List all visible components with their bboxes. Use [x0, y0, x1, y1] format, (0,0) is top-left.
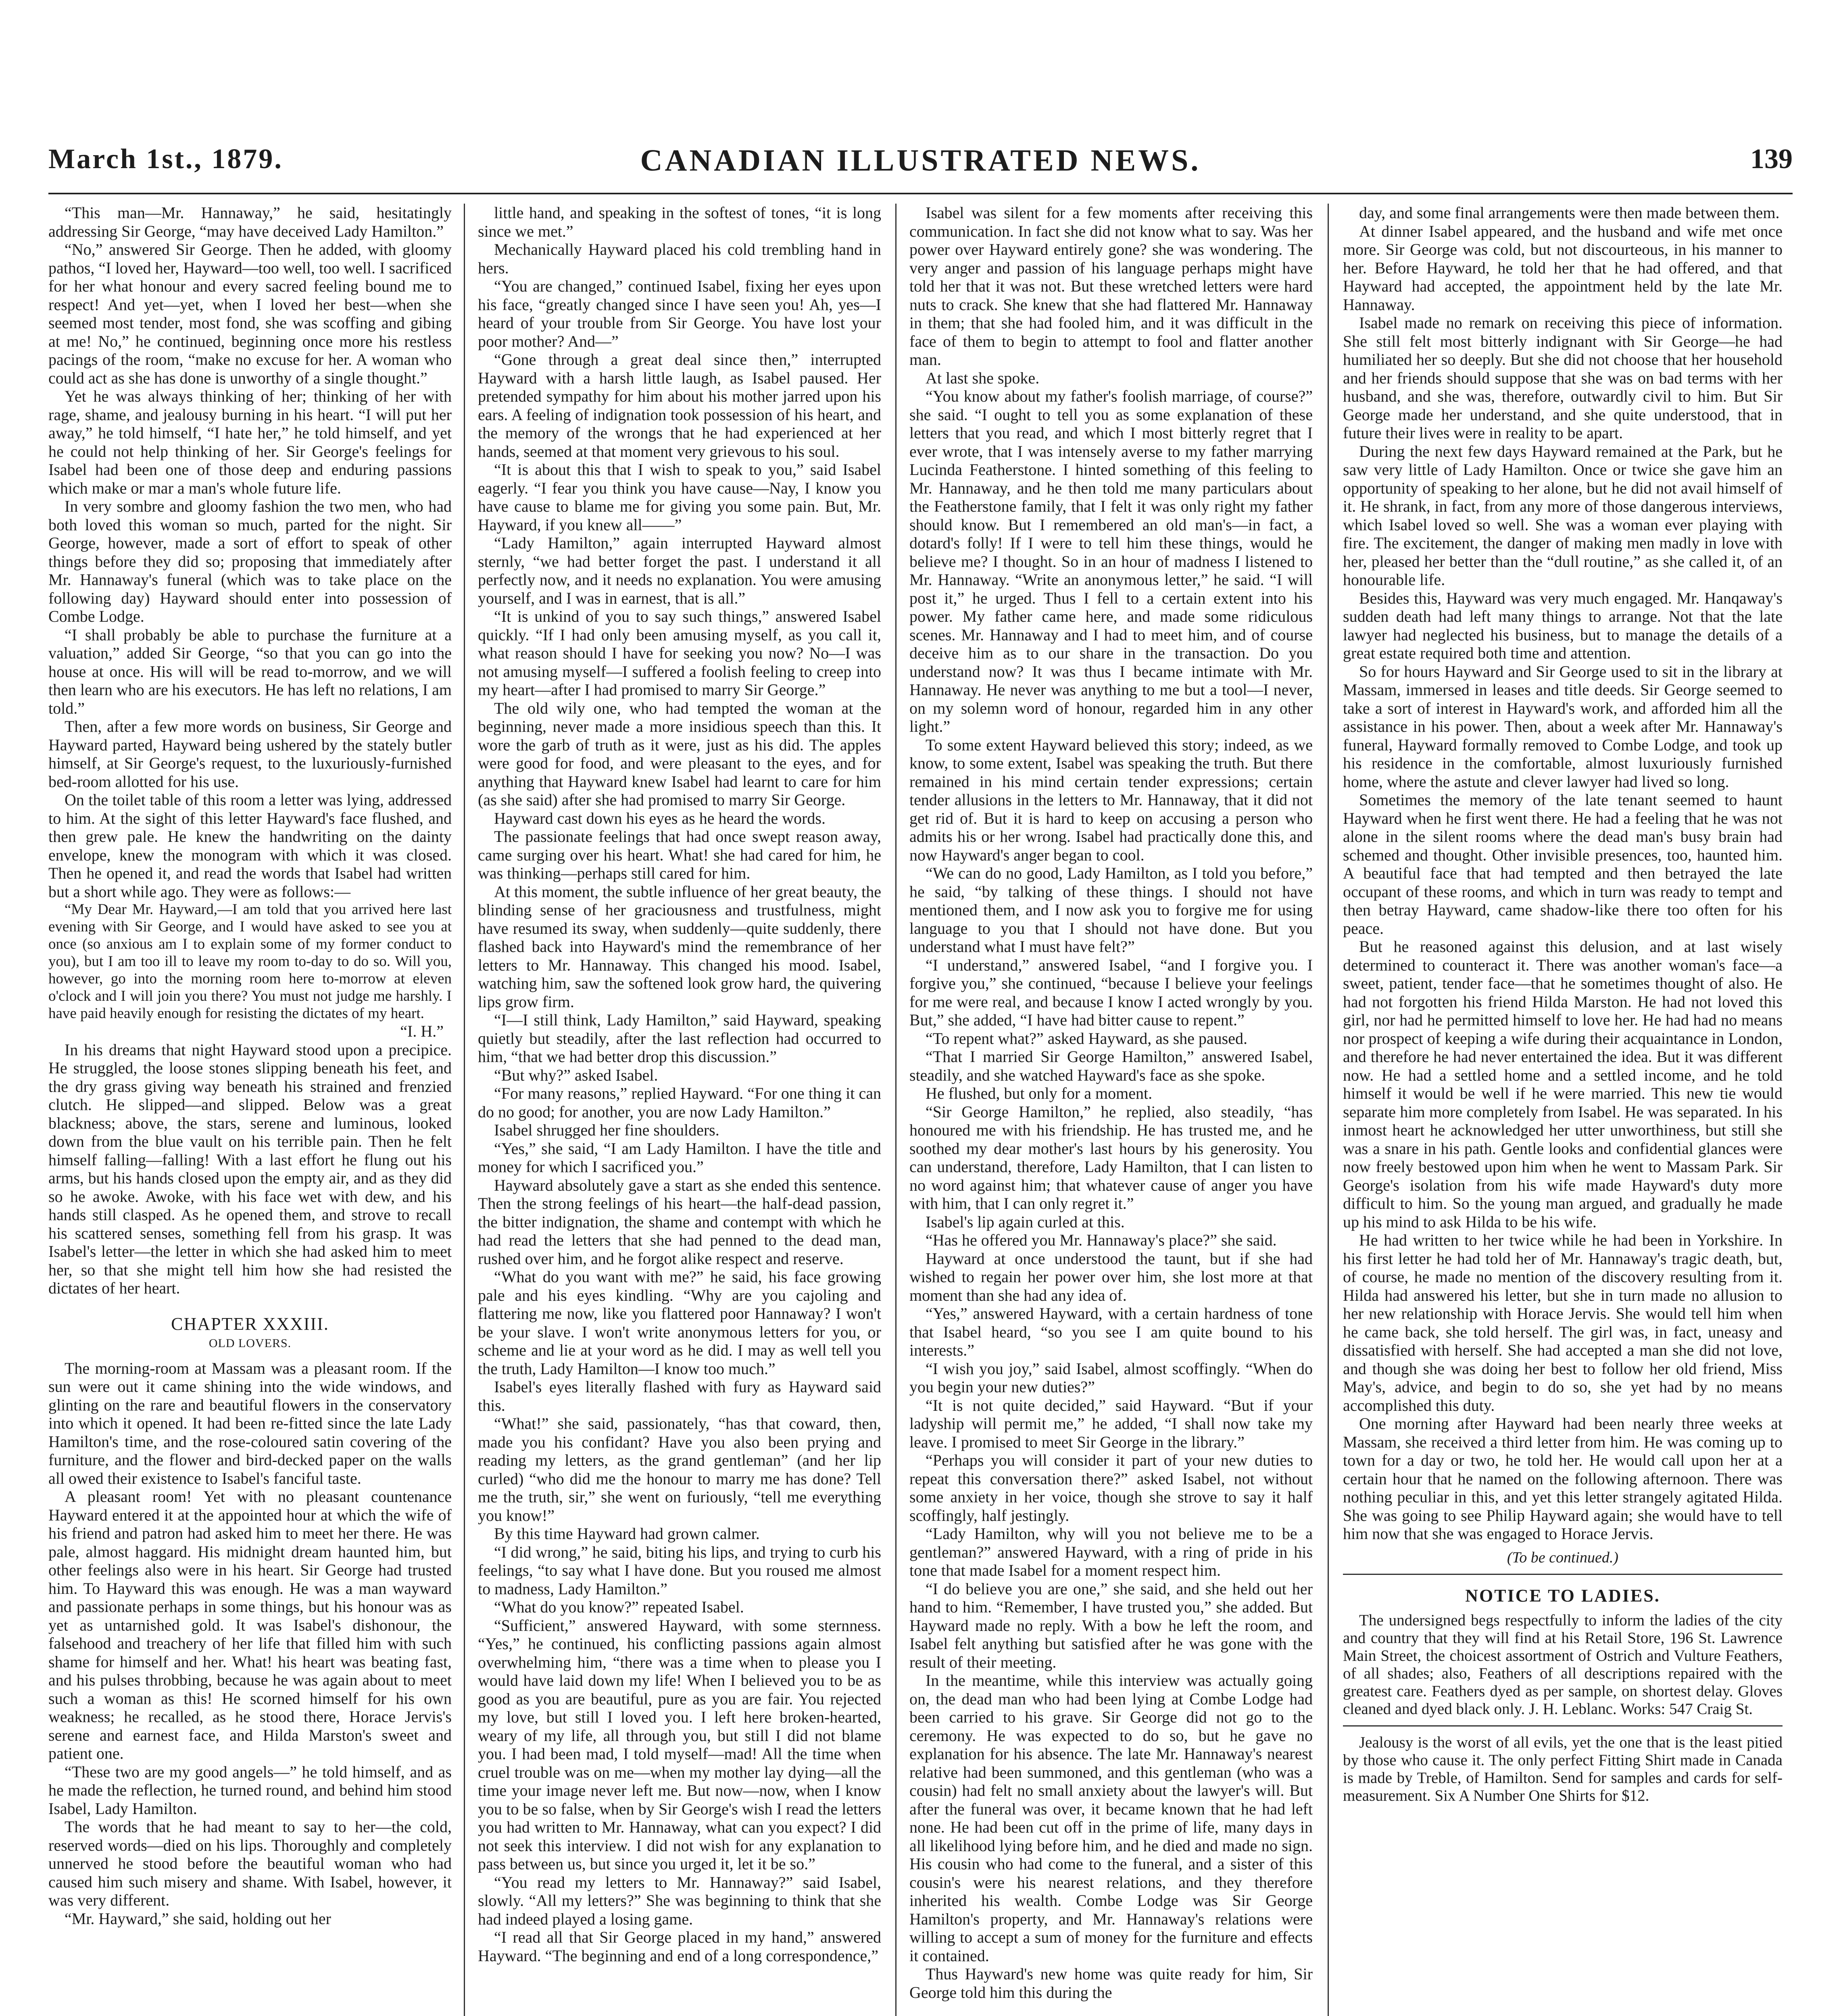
paragraph: “I understand,” answered Isabel, “and I forgive you. I forgive you,” she continued, “because I believe your feelings for me were real, and because I know I acted wrongly by you. But,” she added, “I have had bitter cause to repent.”	[909, 956, 1313, 1029]
paragraph: “It is not quite decided,” said Hayward. “But if your ladyship will permit me,” he added, “I shall now take my leave. I promised to meet Sir George in the library.”	[909, 1396, 1313, 1451]
paragraph: “It is about this that I wish to speak to you,” said Isabel eagerly. “I fear you think you have cause—Nay, I know you have cause to blame me for giving you some pain. But, Mr. Hayward, if you knew all——”	[478, 460, 881, 534]
paragraph: The old wily one, who had tempted the woman at the beginning, never made a more insidious speech than this. It wore the garb of truth as it were, just as his did. The apples were good for food, and were pleasant to the eyes, and for anything that Hayward knew Isabel had learnt to care for him (as she said) after she had promised to marry Sir George.	[478, 699, 881, 809]
chapter-subtitle: OLD LOVERS.	[208, 1336, 292, 1350]
paragraph: “Mr. Hayward,” she said, holding out her	[65, 1909, 331, 1928]
paragraph: In his dreams that night Hayward stood upon a precipice. He struggled, the loose stones slipping beneath his feet, and the dry grass giving way beneath his strained and frenzied clutch. He slipped—and slipped. Below was a great blackness; above, the stars, serene and luminous, looked down from the blue vault on his terrible pain. Then he felt himself falling—falling! With a last effort he flung out his arms, but his hands closed upon the empty air, and as they did so he awoke. Awoke, with his face wet with dew, and his hands still clasped. As he opened them, and strove to recall his scattered senses, something fell from his grasp. It was Isabel's letter—the letter in which she had asked him to meet her, so that she might tell him how she had resisted the dictates of her heart.	[48, 1040, 452, 1297]
paragraph: At last she spoke.	[926, 369, 1040, 387]
paragraph: “Lady Hamilton, why will you not believe me to be a gentleman?” answered Hayward, with a ring of pride in his tone that made Isabel for a moment respect him.	[909, 1524, 1313, 1579]
paragraph: Hayward cast down his eyes as he heard the words.	[494, 809, 826, 827]
paragraph: The words that he had meant to say to her—the cold, reserved words—died on his lips. Thoroughly and completely unnerved he stood before the beautiful woman who had caused him such misery and shame. With Isabel, however, it was very different.	[48, 1818, 452, 1909]
paragraph: “I do believe you are one,” she said, and she held out her hand to him. “Remember, I have trusted you,” she added. But Hayward made no reply. With a bow he left the room, and Isabel felt anything but satisfied after he was gone with the result of their meeting.	[909, 1579, 1313, 1671]
paragraph: “To repent what?” asked Hayward, as she paused.	[926, 1029, 1247, 1048]
column-3	[909, 204, 1313, 2016]
paragraph: In the meantime, while this interview was actually going on, the dead man who had been lying at Combe Lodge had been carried to his grave. Sir George did not go to the ceremony. He was expected to do so, but he gave no explanation for his absence. The late Mr. Hannaway's nearest relative had been summoned, and this gentleman (who was a cousin) had felt no small anxiety about the lawyer's will. But after the funeral was over, it became known that he had left none. He had been cut off in the prime of life, many days in all likelihood lying before him, and he died and made no sign. His cousin who had come to the funeral, and a sister of this cousin's were his nearest relations, and they therefore inherited his wealth. Combe Lodge was Sir George Hamilton's property, and Mr. Hannaway's relations were willing to accept a sum of money for the furniture and effects it contained.	[909, 1671, 1313, 1965]
paragraph: “What do you want with me?” he said, his face growing pale and his eyes kindling. “Why are you cajoling and flattering me now, like you flattered poor Hannaway? I won't be your slave. I won't write anonymous letters for you, or scheme and lie at your word as he did. I may as well tell you the truth, Lady Hamilton—I know too much.”	[478, 1268, 881, 1378]
column-divider	[895, 204, 897, 2016]
paragraph: “Yes,” she said, “I am Lady Hamilton. I have the title and money for which I sacrificed you.”	[478, 1139, 881, 1176]
paragraph: He had written to her twice while he had been in Yorkshire. In his first letter he had told her of Mr. Hannaway's tragic death, but, of course, he made no mention of the discovery resulting from it. Hilda had answered his letter, but she in turn made no allusion to her new relationship with Horace Jervis. She would tell him when he came back, she told herself. The girl was, in fact, uneasy and dissatisfied with herself. She had accepted a man she did not love, and though she was doing her best to follow her old friend, Miss May's, advice, and begin to do so, she yet had by no means accomplished this duty.	[1343, 1231, 1783, 1414]
paragraph: “Sir George Hamilton,” he replied, also steadily, “has honoured me with his friendship. He has trusted me, and he soothed my dear mother's last hours by his generosity. You can understand, therefore, Lady Hamilton, that I can listen to no word against him; that whatever cause of anger you have with him, that I can only regret it.”	[909, 1102, 1313, 1212]
paragraph: Isabel made no remark on receiving this piece of information. She still felt most bitterly indignant with Sir George—he had humiliated her so deeply. But she did not choose that her household and her friends should suppose that she was on bad terms with her husband, and she was, therefore, outwardly civil to him. But Sir George made her understand, and she quite understood, that in future their lives were in reality to be apart.	[1343, 314, 1783, 442]
paragraph: “For many reasons,” replied Hayward. “For one thing it can do no good; for another, you are now Lady Hamilton.”	[478, 1084, 881, 1121]
paragraph: “Has he offered you Mr. Hannaway's place?” she said.	[926, 1231, 1277, 1249]
paragraph: “It is unkind of you to say such things,” answered Isabel quickly. “If I had only been amusing myself, as you call it, what reason should I have for seeking you now? No—I was not amusing myself—I suffered a foolish feeling to creep into my heart—after I had promised to marry Sir George.”	[478, 607, 881, 699]
paragraph: In very sombre and gloomy fashion the two men, who had both loved this woman so much, parted for the night. Sir George, however, made a sort of effort to speak of other things before they did so; proposing that immediately after Mr. Hannaway's funeral (which was to take place on the following day) Hayward should enter into possession of Combe Lodge.	[48, 497, 452, 625]
chapter-heading: CHAPTER XXXIII.	[171, 1314, 329, 1334]
paragraph: Isabel shrugged her fine shoulders.	[494, 1121, 719, 1139]
paragraph: “You know about my father's foolish marriage, of course?” she said. “I ought to tell you as some explanation of these letters that you read, and which I most bitterly regret that I ever wrote, that I was intensely averse to my father marrying Lucinda Featherstone. I hinted something of this feeling to Mr. Hannaway, and he then told me many particulars about the Featherstone family, that I felt it was only right my father should know. But I remembered an old man's—in fact, a dotard's folly! If I were to tell him these things, would he believe me? I thought. So in an hour of madness I listened to Mr. Hannaway. “Write an anonymous letter,” he said. “I will post it,” he urged. Thus I fell to a certain extent into his power. My father came here, and made some ridiculous scenes. Mr. Hannaway and I had to meet him, and of course deceive him as to our share in the transaction. Do you understand now? It was thus I became intimate with Mr. Hannaway. He never was anything to me but a tool—I never, on my solemn word of honour, regarded him in any other light.”	[909, 387, 1313, 735]
paragraph: Besides this, Hayward was very much engaged. Mr. Hanqaway's sudden death had left many things to arrange. Not that the late lawyer had neglected his business, but to manage the details of a great estate required both time and attention.	[1343, 589, 1783, 662]
paragraph: “I—I still think, Lady Hamilton,” said Hayward, speaking quietly but steadily, after the last reflection had occurred to him, “that we had better drop this discussion.”	[478, 1011, 881, 1066]
section-divider	[1343, 1725, 1783, 1727]
publication-title: CANADIAN ILLUSTRATED NEWS.	[640, 144, 1201, 177]
paragraph: The passionate feelings that had once swept reason away, came surging over his heart. What! she had cared for him, he was thinking—perhaps still cared for him.	[478, 827, 881, 882]
paragraph: “I wish you joy,” said Isabel, almost scoffingly. “When do you begin your new duties?”	[909, 1359, 1313, 1396]
paragraph: But he reasoned against this delusion, and at last wisely determined to counteract it. There was another woman's face—a sweet, patient, tender face—that he sometimes thought of also. He had not forgotten his friend Hilda Marston. He had not loved this girl, nor had he permitted himself to love her. He had had no means nor prospect of keeping a wife during their acquaintance in London, and therefore he had never entertained the idea. But it was different now. He had a settled home and a settled income, and he told himself it would be well if he were married. This new tie would separate him more completely from Isabel. He was separated. In his inmost heart he acknowledged her utter unworthiness, but still she was a snare in his path. Gentle looks and confidential glances were now freely bestowed upon him when he went to Massam Park. Sir George's isolation from his wife made Hayward's duty more difficult to him. So the young man argued, and gradually he made up his mind to ask Hilda to be his wife.	[1343, 937, 1783, 1231]
paragraph: “We can do no good, Lady Hamilton, as I told you before,” he said, “by talking of these things. I should not have mentioned them, and I now ask you to forgive me for using language to you that I should not have done. But you understand what I must have felt?”	[909, 864, 1313, 956]
paragraph: The morning-room at Massam was a pleasant room. If the sun were out it came shining into the wide windows, and glinting on the rare and beautiful flowers in the conservatory into which it opened. It had been re-fitted since the late Lady Hamilton's time, and the rose-coloured satin covering of the furniture, and the flower and bird-decked paper on the walls all owed their existence to Isabel's fanciful taste.	[48, 1359, 452, 1487]
masthead-rule	[48, 193, 1793, 194]
paragraph: “This man—Mr. Hannaway,” he said, hesitatingly addressing Sir George, “may have deceived Lady Hamilton.”	[48, 204, 452, 240]
column-2	[478, 204, 881, 2016]
paragraph: At dinner Isabel appeared, and the husband and wife met once more. Sir George was cold, but not discourteous, in his manner to her. Before Hayward, he told her that he had offered, and that Hayward had accepted, the appointment held by the late Mr. Hannaway.	[1343, 222, 1783, 314]
paragraph: day, and some final arrangements were then made between them.	[1359, 204, 1780, 222]
column-4	[1343, 204, 1783, 2016]
paragraph: “What!” she said, passionately, “has that coward, then, made you his confidant? Have you also been prying and reading my letters, as the grand gentleman” (and her lip curled) “who did me the honour to marry me has done? Tell me the truth, sir,” she went on furiously, “tell me everything you know!”	[478, 1414, 881, 1524]
paragraph: Isabel was silent for a few moments after receiving this communication. In fact she did not know what to say. Was her power over Hayward entirely gone? she was wondering. The very anger and passion of his language perhaps might have told her that it was not. But these wretched letters were hard nuts to crack. She knew that she had flattered Mr. Hannaway in them; that she had fooled him, and it was difficult in the face of them to begin to attempt to fool and flatter another man.	[909, 204, 1313, 369]
paragraph: “I did wrong,” he said, biting his lips, and trying to curb his feelings, “to say what I have done. But you roused me almost to madness, Lady Hamilton.”	[478, 1543, 881, 1598]
paragraph: Thus Hayward's new home was quite ready for him, Sir George told him this during the	[909, 1965, 1313, 2001]
to-be-continued: (To be continued.)	[1507, 1549, 1619, 1566]
page-number: 139	[1750, 144, 1793, 175]
paragraph: Hayward absolutely gave a start as she ended this sentence. Then the strong feelings of his heart—the half-dead passion, the bitter indignation, the shame and contempt with which he had read the letters that she had penned to the dead man, rushed over him, and he forgot alike respect and reserve.	[478, 1176, 881, 1268]
issue-date: March 1st., 1879.	[48, 144, 283, 175]
paragraph: “But why?” asked Isabel.	[494, 1066, 658, 1084]
letter-text: “My Dear Mr. Hayward,—I am told that you arrived here last evening with Sir George, and I would have asked to see you at once (so anxious am I to explain some of my former conduct to you), but I am too ill to leave my room to-day to do so. Will you, however, go into the morning room here to-morrow at eleven o'clock and I will join you there? You must not judge me harshly. I have paid heavily enough for resisting the dictates of my heart.	[48, 901, 452, 1022]
paragraph: “Lady Hamilton,” again interrupted Hayward almost sternly, “we had better forget the past. I understand it all perfectly now, and it needs no explanation. You were amusing yourself, and I was in earnest, that is all.”	[478, 534, 881, 607]
paragraph: Hayward at once understood the taunt, but if she had wished to regain her power over him, she lost more at that moment than she had any idea of.	[909, 1249, 1313, 1304]
masthead	[48, 143, 1793, 187]
paragraph: Isabel's lip again curled at this.	[926, 1212, 1125, 1231]
paragraph: “You read my letters to Mr. Hannaway?” said Isabel, slowly. “All my letters?” She was beginning to think that she had indeed played a losing game.	[478, 1873, 881, 1928]
column-1	[48, 204, 452, 2016]
paragraph: “Yes,” answered Hayward, with a certain hardness of tone that Isabel heard, “so you see I am quite bound to his interests.”	[909, 1304, 1313, 1359]
paragraph: During the next few days Hayward remained at the Park, but he saw very little of Lady Hamilton. Once or twice she gave him an opportunity of speaking to her alone, but he did not avail himself of it. He shrank, in fact, from any more of those dangerous interviews, which Isabel loved so well. She was a woman ever playing with fire. The excitement, the danger of making men madly in love with her, pleased her better than the “dull routine,” as she called it, of an honourable life.	[1343, 442, 1783, 589]
paragraph: Yet he was always thinking of her; thinking of her with rage, shame, and jealousy burning in his heart. “I will put her away,” he told himself, “I hate her,” he told himself, and yet he could not help thinking of her. Sir George's feelings for Isabel had been one of those deep and enduring passions which make or mar a man's whole future life.	[48, 387, 452, 497]
paragraph: He flushed, but only for a moment.	[926, 1084, 1153, 1102]
section-divider	[1343, 1574, 1783, 1575]
paragraph: At this moment, the subtle influence of her great beauty, the blinding sense of her graciousness and trustfulness, might have resumed its sway, when suddenly—quite suddenly, there flashed back into Hayward's mind the remembrance of her letters to Mr. Hannaway. This changed his mood. Isabel, watching him, saw the softened look grow hard, the quivering lips grow firm.	[478, 882, 881, 1011]
paragraph: “You are changed,” continued Isabel, fixing her eyes upon his face, “greatly changed since I have seen you! Ah, yes—I heard of your trouble from Sir George. You have lost your poor mother? And—”	[478, 277, 881, 350]
paragraph: So for hours Hayward and Sir George used to sit in the library at Massam, immersed in leases and title deeds. Sir George seemed to take a sort of interest in Hayward's work, and afforded him all the assistance in his power. Then, about a week after Mr. Hannaway's funeral, Hayward formally removed to Combe Lodge, and took up his residence in the comfortable, almost luxuriously furnished home, where the astute and clever lawyer had lived so long.	[1343, 662, 1783, 791]
paragraph: “What do you know?” repeated Isabel.	[494, 1598, 744, 1616]
paragraph: “Sufficient,” answered Hayward, with some sternness. “Yes,” he continued, his conflicting passions again almost overwhelming him, “there was a time when to please you I would have laid down my life! When I believed you to be as good as you are beautiful, pure as you are fair. You rejected my love, but still I loved you. I left here broken-hearted, weary of my life, all through you, but still I did not blame you. I had been mad, I told myself—mad! All the time when cruel trouble was on me—when my mother lay dying—all the time your image never left me. But now—now, when I know you to be so false, when by Sir George's wish I read the letters you had written to Mr. Hannaway, what can you expect? I did not seek this interview. I did not wish for any explanation to pass between us, but since you urged it, let it be so.”	[478, 1616, 881, 1873]
paragraph: Isabel's eyes literally flashed with fury as Hayward said this.	[478, 1378, 881, 1414]
paragraph: “Gone through a great deal since then,” interrupted Hayward with a harsh little laugh, as Isabel paused. Her pretended sympathy for him about his mother jarred upon his ears. A feeling of indignation took possession of his heart, and the memory of the wrongs that he had experienced at her hands, seemed at that moment very grievous to his soul.	[478, 350, 881, 460]
column-divider	[464, 204, 465, 2016]
shirt-advertisement: Jealousy is the worst of all evils, yet the one that is the least pitied by those who cause it. The only perfect Fitting Shirt made in Canada is made by Treble, of Hamilton. Send for samples and cards for self-measurement. Six A Number One Shirts for $12.	[1343, 1733, 1783, 1804]
letter-signature: “I. H.”	[400, 1022, 444, 1040]
paragraph: “These two are my good angels—” he told himself, and as he made the reflection, he turned round, and behind him stood Isabel, Lady Hamilton.	[48, 1762, 452, 1818]
paragraph: little hand, and speaking in the softest of tones, “it is long since we met.”	[478, 204, 881, 240]
paragraph: On the toilet table of this room a letter was lying, addressed to him. At the sight of this letter Hayward's face flushed, and then grew pale. He knew the handwriting on the dainty envelope, knew the monogram with which it was closed. Then he opened it, and read the words that Isabel had written but a short while ago. They were as follows:—	[48, 791, 452, 901]
paragraph: One morning after Hayward had been nearly three weeks at Massam, she received a third letter from him. He was coming up to town for a day or two, he told her. He would call upon her at a certain hour that he named on the following afternoon. There was nothing peculiar in this, and yet this letter strangely agitated Hilda. She was going to see Philip Hayward again; she would have to tell him now that she was engaged to Horace Jervis.	[1343, 1414, 1783, 1543]
paragraph: Then, after a few more words on business, Sir George and Hayward parted, Hayward being ushered by the stately butler himself, at Sir George's request, to the luxuriously-furnished bed-room allotted for his use.	[48, 717, 452, 791]
paragraph: A pleasant room! Yet with no pleasant countenance Hayward entered it at the appointed hour at which the wife of his friend and patron had asked him to meet her there. He was pale, almost haggard. His midnight dream haunted him, but other feelings also were in his heart. Sir George had trusted him. To Hayward this was enough. He was a man wayward and passionate perhaps in some things, but his honour was as yet as untarnished gold. It was Isabel's dishonour, the falsehood and treachery of her life that filled him with such shame for himself and her. What! his heart was beating fast, and his pulses throbbing, because he was again about to meet such a woman as this! He scorned himself for his own weakness; he recalled, as he stood there, Horace Jervis's serene and earnest face, and Hilda Marston's sweet and patient one.	[48, 1487, 452, 1762]
paragraph: “No,” answered Sir George. Then he added, with gloomy pathos, “I loved her, Hayward—too well, too well. I sacrificed for her what honour and every sacred feeling bound me to respect! And yet—yet, when I loved her best—when she seemed most tender, most fond, she was scoffing and gibing at me! No,” he continued, beginning once more his restless pacings of the room, “make no excuse for her. A woman who could act as she has done is unworthy of a single thought.”	[48, 240, 452, 387]
notice-text: The undersigned begs respectfully to inform the ladies of the city and country that they will find at his Retail Store, 196 St. Lawrence Main Street, the choicest assortment of Ostrich and Vulture Feathers, of all shades; also, Feathers of all descriptions repaired with the greatest care. Feathers dyed as per sample, on shortest delay. Gloves cleaned and dyed black only. J. H. Leblanc. Works: 547 Craig St.	[1343, 1611, 1783, 1718]
column-divider	[1328, 204, 1329, 2016]
paragraph: Mechanically Hayward placed his cold trembling hand in hers.	[478, 240, 881, 277]
paragraph: “I read all that Sir George placed in my hand,” answered Hayward. “The beginning and end of a long correspondence,”	[478, 1928, 881, 1965]
paragraph: “That I married Sir George Hamilton,” answered Isabel, steadily, and she watched Hayward's face as she spoke.	[909, 1048, 1313, 1084]
paragraph: “I shall probably be able to purchase the furniture at a valuation,” added Sir George, “so that you can go into the house at once. His will will be read to-morrow, and we will then learn who are his executors. He has left no relations, I am told.”	[48, 625, 452, 717]
notice-heading: NOTICE TO LADIES.	[1465, 1585, 1660, 1606]
paragraph: To some extent Hayward believed this story; indeed, as we know, to some extent, Isabel was speaking the truth. But there remained in his mind certain tender expressions; certain tender allusions in the letters to Mr. Hannaway, that it did not get rid of. But it is hard to keep on accusing a person who admits his or her wrong. Isabel had practically done this, and now Hayward's anger began to cool.	[909, 735, 1313, 864]
paragraph: By this time Hayward had grown calmer.	[494, 1524, 760, 1543]
paragraph: Sometimes the memory of the late tenant seemed to haunt Hayward when he first went there. He had a feeling that he was not alone in the silent rooms where the dead man's busy brain had schemed and thought. Other invisible presences, too, haunted him. A beautiful face that had tempted and then betrayed the late occupant of these rooms, and which in turn was ready to tempt and then betray Hayward, came shadow-like there too often for his peace.	[1343, 791, 1783, 937]
paragraph: “Perhaps you will consider it part of your new duties to repeat this conversation there?” asked Isabel, not without some anxiety in her voice, though she strove to say it half scoffingly, half jestingly.	[909, 1451, 1313, 1524]
